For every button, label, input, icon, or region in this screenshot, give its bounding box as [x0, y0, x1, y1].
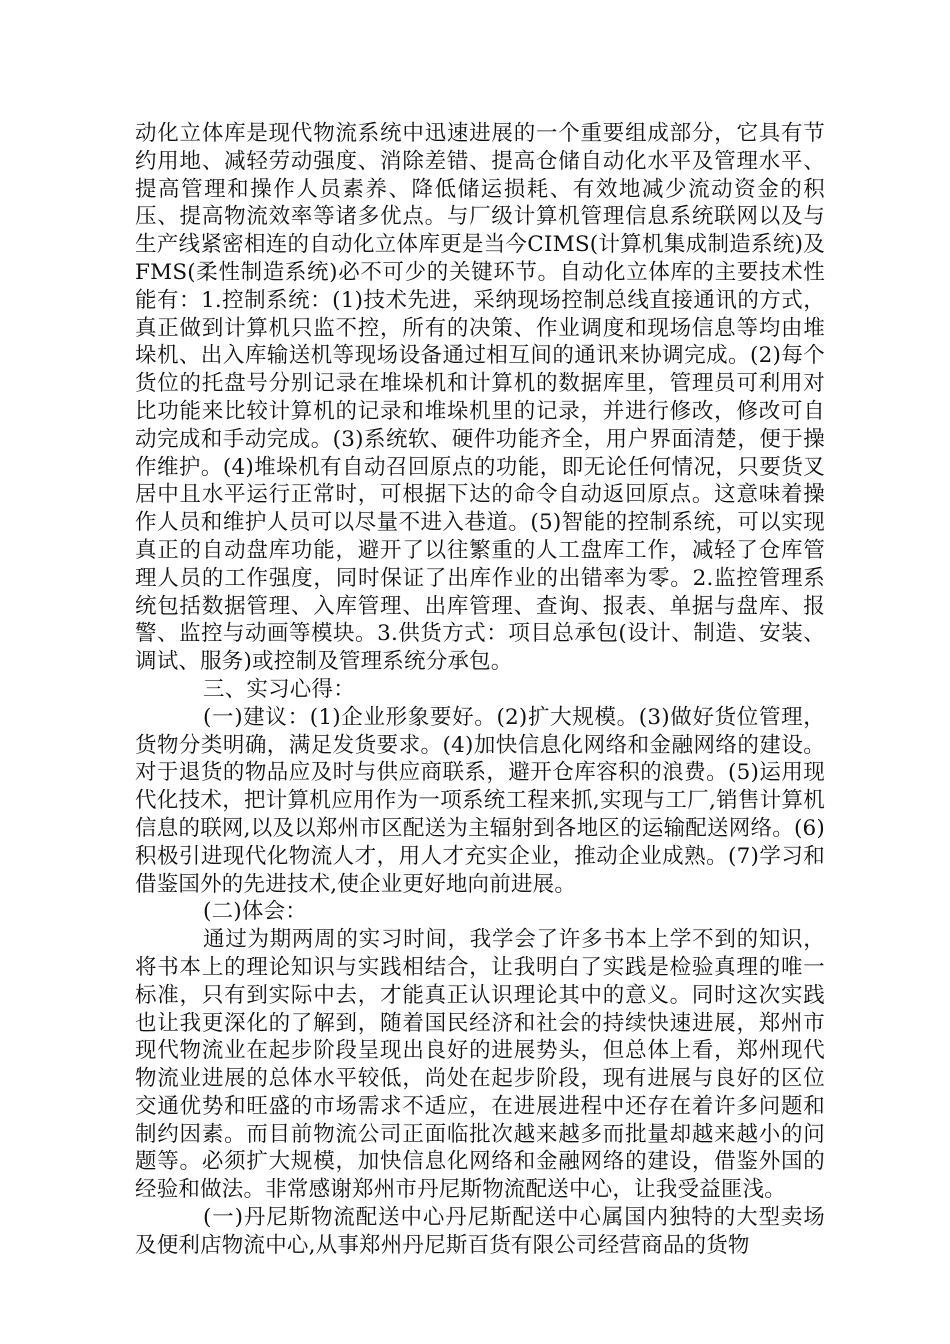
paragraph-experience: 通过为期两周的实习时间，我学会了许多书本上学不到的知识，将书本上的理论知识与实践相结合，让我明白了实践是检验真理的唯一标准，只有到实际中去，才能真正认识理论其中的意义。同时这次实践也让我更深化的了解到，随着国民经济和社会的持续快速进展，郑州市现代物流业在起步阶段呈现出良好的进展势头，但总体上看，郑州现代物流业进展的总体水平较低，尚处在起步阶段，现有进展与良好的区位交通优势和旺盛的市场需求不适应，在进展进程中还存在着许多问题和制约因素。而目前物流公司正面临批次越来越多而批量却越来越小的问题等。必须扩大规模，加快信息化网络和金融网络的建设，借鉴外国的经验和做法。非常感谢郑州市丹尼斯物流配送中心，让我受益匪浅。 — [135, 927, 825, 1203]
paragraph-dennis-center: (一)丹尼斯物流配送中心丹尼斯配送中心属国内独特的大型卖场及便利店物流中心,从事郑州丹尼斯百货有限公司经营商品的货物 — [135, 1205, 825, 1258]
subheading-experience: (二)体会： — [203, 899, 307, 925]
paragraph-suggestions: (一)建议：(1)企业形象要好。(2)扩大规模。(3)做好货位管理，货物分类明确，满足发货要求。(4)加快信息化网络和金融网络的建设。对于退货的物品应及时与供应商联系，避开仓库容积的浪费。(5)运用现代化技术，把计算机应用作为一项系统工程来抓,实现与工厂,销售计算机信息的联网,以及以郑州市区配送为主辐射到各地区的运输配送网络。(6)积极引进现代化物流人才，用人才充实企业，推动企业成熟。(7)学习和借鉴国外的先进技术,使企业更好地向前进展。 — [135, 704, 825, 897]
paragraph-technical-intro: 动化立体库是现代物流系统中迅速进展的一个重要组成部分，它具有节约用地、减轻劳动强度、消除差错、提高仓储自动化水平及管理水平、提高管理和操作人员素养、降低储运损耗、有效地减少流动资金的积压、提高物流效率等诸多优点。与厂级计算机管理信息系统联网以及与生产线紧密相连的自动化立体库更是当今CIMS(计算机集成制造系统)及FMS(柔性制造系统)必不可少的关键环节。自动化立体库的主要技术性能有：1.控制系统：(1)技术先进，采纳现场控制总线直接通讯的方式，真正做到计算机只监不控，所有的决策、作业调度和现场信息等均由堆垛机、出入库输送机等现场设备通过相互间的通讯来协调完成。(2)每个货位的托盘号分别记录在堆垛机和计算机的数据库里，管理员可利用对比功能来比较计算机的记录和堆垛机里的记录，并进行修改，修改可自动完成和手动完成。(3)系统软、硬件功能齐全，用户界面清楚，便于操作维护。(4)堆垛机有自动召回原点的功能，即无论任何情况，只要货叉居中且水平运行正常时，可根据下达的命令自动返回原点。这意味着操作人员和维护人员可以尽量不进入巷道。(5)智能的控制系统，可以实现真正的自动盘库功能，避开了以往繁重的人工盘库工作，减轻了仓库管理人员的工作强度，同时保证了出库作业的出错率为零。2.监控管理系统包括数据管理、入库管理、出库管理、查询、报表、单据与盘库、报警、监控与动画等模块。3.供货方式：项目总承包(设计、制造、安装、调试、服务)或控制及管理系统分承包。 — [135, 121, 825, 675]
section-heading-internship-insights: 三、实习心得： — [203, 676, 355, 702]
document-body — [135, 120, 825, 1260]
